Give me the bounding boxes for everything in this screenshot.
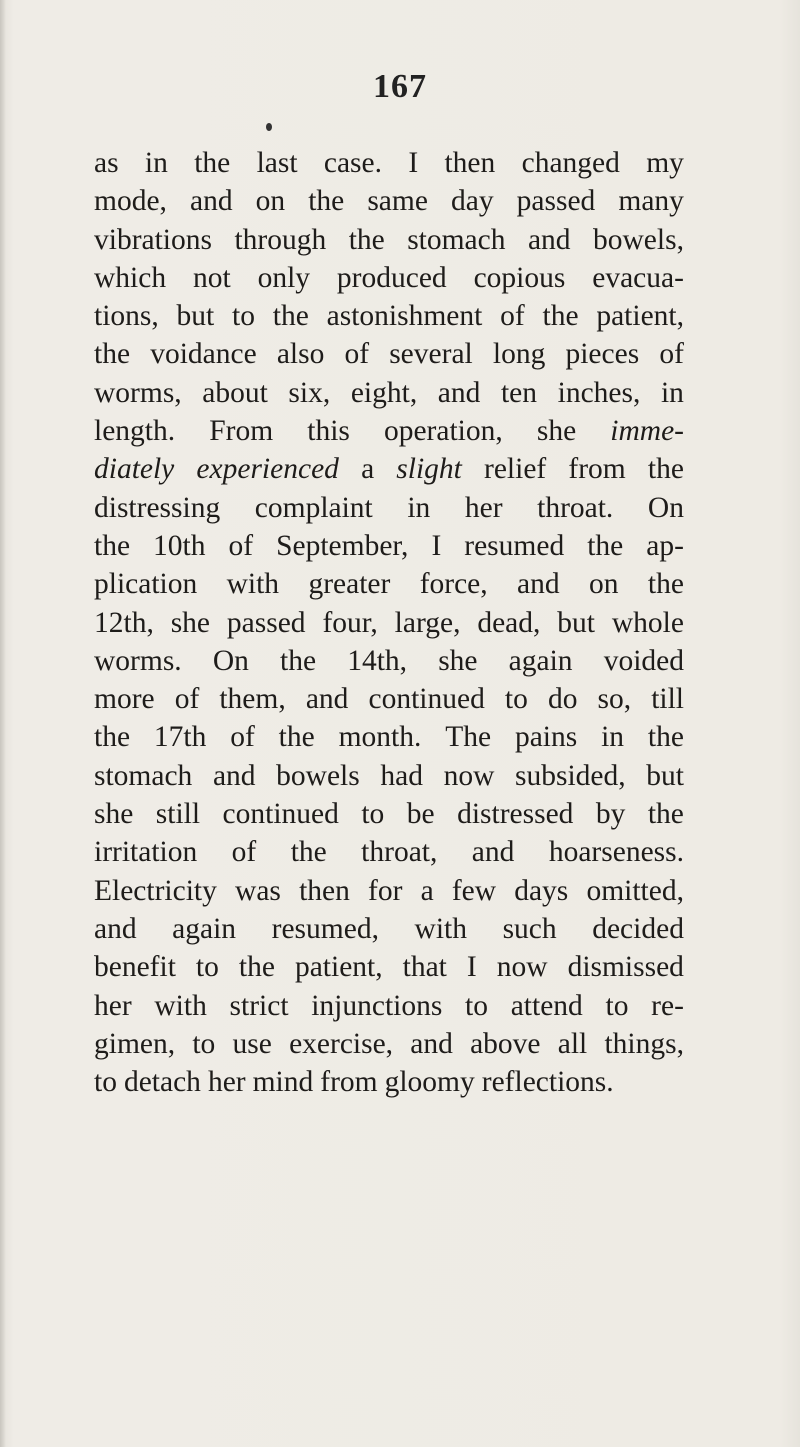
- word: worms,: [94, 376, 182, 409]
- word: but: [557, 606, 595, 639]
- word: in: [144, 147, 168, 179]
- text-line: [94, 489, 684, 527]
- word: she: [94, 798, 134, 831]
- word: again: [172, 912, 237, 945]
- word: I: [431, 529, 442, 562]
- word: a: [361, 453, 375, 486]
- word: my: [646, 147, 684, 179]
- word: the: [542, 300, 579, 333]
- word: diately: [94, 453, 175, 486]
- word: reflections.: [481, 1066, 614, 1099]
- text-line: [94, 450, 684, 488]
- word: with: [154, 989, 207, 1022]
- text-line: [94, 604, 684, 642]
- word: bowels: [276, 759, 360, 792]
- word: to: [232, 300, 255, 333]
- word: from: [568, 453, 626, 486]
- word: and: [189, 185, 233, 218]
- word: use: [232, 1027, 272, 1060]
- word: ap-: [646, 529, 684, 562]
- word: resumed: [464, 529, 565, 562]
- word: imme-: [610, 415, 684, 448]
- word: and: [437, 376, 481, 409]
- text-line: [94, 1063, 684, 1101]
- text-line: [94, 374, 684, 412]
- word: now: [496, 951, 548, 984]
- text-line: [94, 680, 684, 718]
- word: exercise,: [289, 1027, 394, 1060]
- word: then: [444, 147, 496, 179]
- word: throat.: [537, 491, 614, 524]
- text-line: [94, 718, 684, 756]
- text-line: [94, 1025, 684, 1063]
- word: all: [557, 1027, 588, 1060]
- word: only: [257, 261, 311, 294]
- word: same: [367, 185, 428, 218]
- word: tions,: [94, 300, 159, 333]
- word: the: [238, 951, 275, 984]
- word: but: [176, 300, 215, 333]
- word: she: [536, 415, 577, 448]
- word: so,: [597, 683, 632, 716]
- word: greater: [308, 568, 391, 601]
- word: the: [647, 453, 684, 486]
- text-line: [94, 335, 684, 373]
- text-line: [94, 872, 684, 910]
- word: stomach: [94, 759, 193, 792]
- text-line: [94, 182, 684, 220]
- word: 17th: [153, 721, 207, 754]
- word: of: [174, 683, 200, 716]
- word: long: [492, 338, 546, 371]
- word: 14th,: [347, 644, 408, 677]
- word: worms.: [94, 644, 182, 677]
- word: with: [226, 568, 280, 601]
- word: relief: [484, 453, 547, 486]
- word: strict: [229, 989, 289, 1022]
- word: month.: [338, 721, 422, 754]
- word: dead,: [477, 606, 541, 639]
- text-line: [94, 757, 684, 795]
- word: to: [361, 798, 385, 831]
- word: and: [212, 759, 256, 792]
- word: many: [618, 185, 684, 218]
- word: On: [647, 491, 684, 524]
- word: the: [280, 644, 317, 677]
- word: plication: [94, 568, 198, 601]
- word: above: [470, 1027, 541, 1060]
- word: inches,: [557, 376, 641, 409]
- word: do: [547, 683, 578, 716]
- word: them,: [219, 683, 286, 716]
- word: decided: [592, 912, 684, 945]
- word: in: [660, 376, 684, 409]
- word: and: [94, 912, 137, 945]
- word: with: [414, 912, 467, 945]
- word: in: [601, 721, 625, 754]
- word: four,: [322, 606, 378, 639]
- word: the: [647, 798, 684, 831]
- word: vibrations: [94, 223, 212, 256]
- word: On: [212, 644, 249, 677]
- word: attend: [510, 989, 583, 1022]
- word: she: [170, 606, 211, 639]
- word: she: [438, 644, 478, 677]
- word: the: [194, 147, 231, 179]
- word: injunctions: [311, 989, 443, 1022]
- body-text: [94, 144, 684, 1101]
- word: of: [344, 338, 370, 371]
- word: to: [605, 989, 629, 1022]
- text-line: [94, 987, 684, 1025]
- word: operation,: [383, 415, 503, 448]
- word: her: [207, 1066, 246, 1099]
- word: the: [348, 223, 385, 256]
- word: patient,: [294, 951, 383, 984]
- text-line: [94, 527, 684, 565]
- word: resumed,: [271, 912, 379, 945]
- word: detach: [123, 1066, 201, 1099]
- word: day: [451, 185, 494, 218]
- text-line: [94, 259, 684, 297]
- word: several: [389, 338, 473, 371]
- word: of: [228, 529, 254, 562]
- word: dismissed: [567, 951, 684, 984]
- word: again: [508, 644, 573, 677]
- page-number: 167: [373, 68, 427, 105]
- word: pains: [514, 721, 578, 754]
- word: still: [155, 798, 201, 831]
- word: passed: [516, 185, 596, 218]
- word: this: [307, 415, 350, 448]
- word: which: [94, 261, 167, 294]
- page-binding-shadow: [0, 0, 6, 1447]
- word: her: [464, 491, 503, 524]
- text-line: [94, 565, 684, 603]
- word: 12th,: [94, 606, 154, 639]
- word: things,: [604, 1027, 684, 1060]
- word: and: [305, 683, 349, 716]
- word: changed: [521, 147, 620, 179]
- word: stomach: [407, 223, 506, 256]
- word: gimen,: [94, 1027, 176, 1060]
- word: omitted,: [586, 874, 684, 907]
- word: now: [443, 759, 495, 792]
- word: I: [466, 951, 477, 984]
- word: that: [402, 951, 447, 984]
- word: the: [647, 568, 684, 601]
- text-line: [94, 833, 684, 871]
- text-line: [94, 221, 684, 259]
- word: distressing: [94, 491, 221, 524]
- word: of: [500, 300, 525, 333]
- word: hoarseness.: [548, 836, 684, 869]
- word: to: [94, 1066, 117, 1099]
- word: the: [290, 836, 327, 869]
- word: re-: [651, 989, 684, 1022]
- word: in: [407, 491, 431, 524]
- word: about: [202, 376, 268, 409]
- word: throat,: [361, 836, 438, 869]
- word: the: [278, 721, 315, 754]
- word: her: [94, 989, 132, 1022]
- word: be: [406, 798, 435, 831]
- text-line: [94, 910, 684, 948]
- word: from: [320, 1066, 378, 1099]
- word: till: [651, 683, 684, 716]
- word: distressed: [457, 798, 574, 831]
- word: evacua-: [592, 261, 684, 294]
- word: and: [517, 568, 560, 601]
- word: irritation: [94, 836, 198, 869]
- word: mind: [252, 1066, 314, 1099]
- word: and: [471, 836, 515, 869]
- word: gloomy: [384, 1066, 475, 1099]
- word: of: [230, 721, 255, 754]
- text-line: [94, 297, 684, 335]
- word: whole: [611, 606, 684, 639]
- word: more: [94, 683, 155, 716]
- word: the: [308, 185, 345, 218]
- word: then: [299, 874, 350, 907]
- word: as: [94, 147, 119, 179]
- word: on: [255, 185, 286, 218]
- word: case.: [323, 147, 382, 179]
- word: of: [231, 836, 257, 869]
- word: patient,: [596, 300, 684, 333]
- text-line: [94, 948, 684, 986]
- word: and: [527, 223, 571, 256]
- word: to: [195, 951, 219, 984]
- word: length.: [94, 415, 176, 448]
- word: mode,: [94, 185, 167, 218]
- word: passed: [226, 606, 306, 639]
- word: benefit: [94, 951, 176, 984]
- word: the: [94, 529, 131, 562]
- word: voidance: [150, 338, 257, 371]
- word: the: [272, 300, 309, 333]
- word: produced: [336, 261, 447, 294]
- word: such: [502, 912, 557, 945]
- word: but: [646, 759, 684, 792]
- word: the: [94, 338, 131, 371]
- word: force,: [419, 568, 488, 601]
- word: experienced: [196, 453, 339, 486]
- word: From: [209, 415, 274, 448]
- word: subsided,: [515, 759, 626, 792]
- word: pieces: [565, 338, 640, 371]
- word: Electricity: [94, 874, 217, 907]
- word: large,: [394, 606, 461, 639]
- word: to: [504, 683, 528, 716]
- word: continued: [222, 798, 339, 831]
- word: slight: [396, 453, 462, 486]
- word: to: [465, 989, 488, 1022]
- word: six,: [288, 376, 331, 409]
- word: continued: [368, 683, 485, 716]
- word: copious: [473, 261, 566, 294]
- word: eight,: [350, 376, 418, 409]
- word: had: [380, 759, 423, 792]
- word: few: [451, 874, 497, 907]
- word: The: [445, 721, 492, 754]
- word: and: [410, 1027, 453, 1060]
- word: last: [256, 147, 298, 179]
- word: bowels,: [593, 223, 684, 256]
- text-line: [94, 795, 684, 833]
- word: on: [589, 568, 619, 601]
- word: ten: [500, 376, 538, 409]
- word: by: [595, 798, 626, 831]
- word: a: [420, 874, 434, 907]
- word: voided: [603, 644, 684, 677]
- word: astonishment: [326, 300, 483, 333]
- word: also: [276, 338, 325, 371]
- word: of: [659, 338, 684, 371]
- text-line: [94, 642, 684, 680]
- word: September,: [276, 529, 409, 562]
- word: I: [408, 147, 419, 179]
- text-line: [94, 144, 684, 182]
- word: 10th: [153, 529, 206, 562]
- word: through: [234, 223, 327, 256]
- word: to: [192, 1027, 216, 1060]
- word: the: [587, 529, 624, 562]
- word: not: [192, 261, 231, 294]
- word: the: [647, 721, 684, 754]
- word: complaint: [254, 491, 373, 524]
- ink-speck: [266, 123, 272, 131]
- word: was: [235, 874, 281, 907]
- text-line: [94, 412, 684, 450]
- word: for: [368, 874, 403, 907]
- word: the: [94, 721, 131, 754]
- word: days: [514, 874, 569, 907]
